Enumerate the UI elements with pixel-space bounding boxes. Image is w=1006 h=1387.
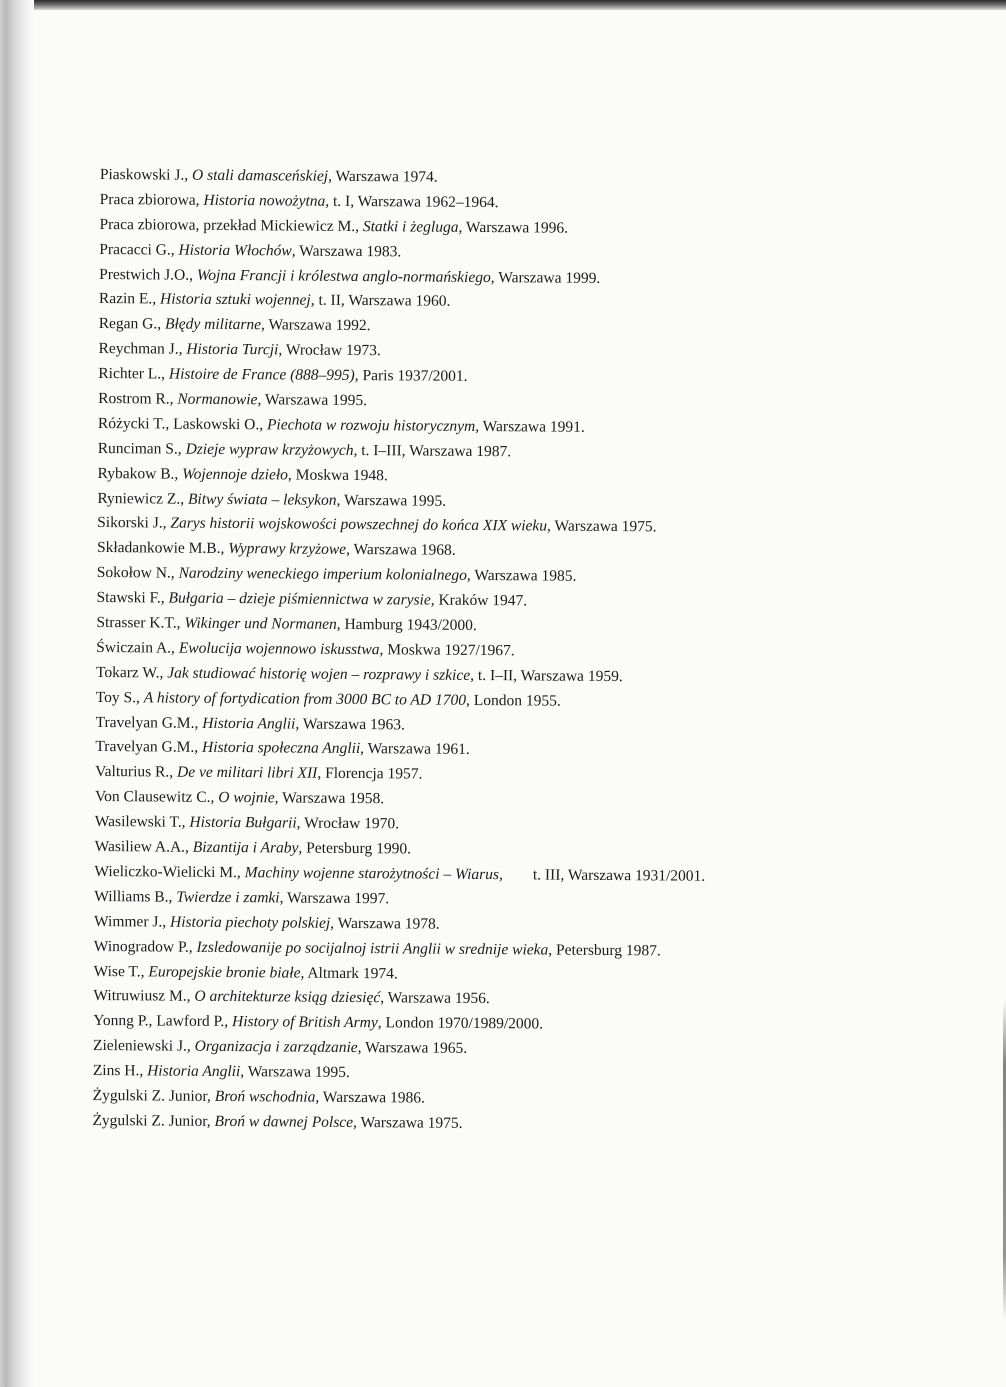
entry-title: Wikinger und Normanen bbox=[184, 614, 337, 633]
entry-author: Wimmer J., bbox=[93, 912, 171, 931]
entry-title: O stali damasceńskiej bbox=[191, 166, 329, 185]
entry-title: A history of fortydication from 3000 BC to AD 1700 bbox=[143, 689, 467, 709]
entry-author: Różycki T., Laskowski O., bbox=[97, 414, 268, 434]
entry-author: Składankowie M.B., bbox=[96, 539, 229, 558]
entry-publication: , Petersburg 1990. bbox=[298, 839, 412, 858]
entry-publication: , Warszawa 1965. bbox=[357, 1039, 468, 1058]
entry-title: Ewolucija wojennowo iskusstwa bbox=[178, 639, 380, 659]
entry-title: Historia społeczna Anglii bbox=[201, 739, 361, 758]
book-spine-shadow bbox=[0, 0, 34, 1387]
entry-title: Organizacja i zarządzanie bbox=[194, 1037, 358, 1057]
entry-author: Świczain A., bbox=[96, 638, 179, 657]
entry-title: Historia nowożytna, bbox=[203, 191, 330, 210]
entry-publication: , Altmark 1974. bbox=[300, 964, 398, 982]
entry-author: Prestwich J.O., bbox=[99, 265, 197, 284]
entry-title: Statki i żegluga bbox=[362, 217, 459, 236]
entry-author: Williams B., bbox=[94, 887, 177, 906]
entry-publication: , Petersburg 1987. bbox=[548, 941, 661, 960]
entry-author: Żygulski Z. Junior, bbox=[92, 1086, 215, 1105]
entry-title: Europejskie bronie białe bbox=[148, 962, 301, 982]
entry-publication: , Warszawa 1985. bbox=[466, 567, 577, 586]
entry-title: Jak studiować historię wojen – rozprawy i szkice, bbox=[167, 664, 475, 684]
entry-title: Historia Bułgarii bbox=[189, 813, 297, 832]
entry-publication: , Warszawa 1992. bbox=[260, 316, 371, 335]
entry-author: Piaskowski J., bbox=[99, 165, 193, 184]
entry-title: Historia sztuki wojennej bbox=[159, 290, 311, 310]
entry-publication: t. I–III, Warszawa 1987. bbox=[357, 441, 512, 461]
entry-author: Zins H., bbox=[92, 1062, 148, 1080]
entry-publication: , Moskwa 1927/1967. bbox=[379, 641, 515, 660]
entry-author: Wise T., bbox=[93, 962, 149, 980]
entry-title: O architekturze ksiąg dziesięć bbox=[194, 988, 381, 1007]
entry-publication: , Moskwa 1948. bbox=[287, 466, 388, 484]
entry-publication: , Warszawa 1996. bbox=[458, 218, 569, 237]
entry-publication: t. III, Warszawa 1931/2001. bbox=[532, 866, 706, 885]
entry-author: Toy S., bbox=[95, 688, 144, 707]
entry-author: Wieliczko-Wielicki M., bbox=[94, 862, 245, 882]
entry-author: Travelyan G.M., bbox=[95, 738, 203, 757]
entry-title: Broń w dawnej Polsce bbox=[214, 1112, 354, 1131]
entry-publication: , Warszawa 1995. bbox=[240, 1063, 350, 1082]
entry-author: Yonng P., Lawford P., bbox=[93, 1012, 233, 1031]
entry-title: Bizantija i Araby bbox=[192, 838, 299, 857]
entry-title: Machiny wojenne starożytności – Wiarus, bbox=[244, 864, 503, 884]
entry-publication: , Warszawa 1958. bbox=[274, 789, 385, 808]
entry-title: Wojennoje dzieło bbox=[182, 465, 289, 484]
entry-author: Sikorski J., bbox=[97, 514, 171, 533]
entry-author: Tokarz W., bbox=[95, 663, 168, 682]
entry-publication: , Warszawa 1983. bbox=[291, 242, 402, 261]
entry-title: Bułgaria – dzieje piśmiennictwa w zarysie, bbox=[168, 589, 435, 609]
entry-title: Historia Turcji bbox=[186, 340, 279, 359]
entry-author: Razin E., bbox=[98, 290, 161, 308]
entry-publication: , Warszawa 1975. bbox=[547, 517, 657, 536]
entry-publication: , Florencja 1957. bbox=[317, 765, 423, 783]
entry-title: Bitwy świata – leksykon bbox=[187, 490, 337, 509]
entry-author: Rostrom R., bbox=[98, 390, 178, 408]
entry-title: Broń wschodnia bbox=[214, 1087, 316, 1106]
entry-publication: , Warszawa 1997. bbox=[279, 889, 390, 908]
entry-title: History of British Army bbox=[232, 1013, 378, 1032]
entry-publication: , Warszawa 1995. bbox=[257, 391, 368, 410]
entry-author: Praca zbiorowa, bbox=[99, 190, 204, 209]
scan-top-shadow bbox=[0, 0, 1006, 10]
entry-author: Stawski F., bbox=[96, 589, 169, 607]
entry-publication: t. I–II, Warszawa 1959. bbox=[473, 666, 623, 685]
entry-author: Żygulski Z. Junior, bbox=[92, 1111, 215, 1130]
entry-publication: , Warszawa 1999. bbox=[490, 268, 601, 287]
entry-author: Rybakow B., bbox=[97, 464, 183, 483]
entry-author: Regan G., bbox=[98, 315, 166, 333]
entry-author: Wasiliew A.A., bbox=[94, 838, 193, 856]
entry-author: Richter L., bbox=[98, 365, 170, 383]
bibliography-list bbox=[92, 163, 980, 1141]
entry-publication: , Warszawa 1978. bbox=[330, 914, 440, 933]
entry-title: Wyprawy krzyżowe bbox=[228, 540, 347, 559]
entry-publication: , Warszawa 1961. bbox=[360, 740, 470, 759]
entry-title: Zarys historii wojskowości powszechnej do końca XIX wieku bbox=[170, 515, 548, 535]
entry-publication: , Warszawa 1995. bbox=[336, 491, 447, 510]
entry-author: Runciman S., bbox=[97, 439, 186, 458]
entry-author: Von Clausewitz C., bbox=[94, 788, 219, 807]
entry-publication: , Wrocław 1973. bbox=[278, 341, 381, 360]
entry-title: Historia Anglii bbox=[202, 714, 296, 733]
entry-author: Winogradow P., bbox=[93, 937, 197, 956]
entry-title: Wojna Francji i królestwa anglo-normańskiego bbox=[196, 266, 491, 286]
entry-publication: , London 1955. bbox=[465, 691, 561, 710]
entry-title: De ve militari libri XII bbox=[176, 763, 318, 783]
entry-publication: , Paris 1937/2001. bbox=[354, 367, 468, 386]
entry-author: Strasser K.T., bbox=[96, 614, 185, 632]
entry-title: Historia Włochów bbox=[178, 241, 292, 260]
entry-author: Valturius R., bbox=[95, 763, 178, 781]
entry-title: Historia Anglii bbox=[147, 1062, 241, 1081]
entry-author: Zieleniewski J., bbox=[93, 1037, 195, 1055]
entry-publication: Kraków 1947. bbox=[434, 591, 528, 610]
entry-publication: , t. II, Warszawa 1960. bbox=[310, 292, 451, 311]
entry-publication: , Warszawa 1986. bbox=[315, 1088, 425, 1107]
entry-author: Ryniewicz Z., bbox=[97, 489, 189, 508]
entry-title: Izsledowanije po socijalnoj istrii Anglii w srednije wieka bbox=[196, 938, 549, 959]
entry-publication: , Warszawa 1963. bbox=[295, 715, 405, 734]
entry-title: Piechota w rozwoju historycznym bbox=[266, 416, 476, 435]
entry-title: Twierdze i zamki bbox=[176, 888, 280, 907]
entry-author: Witruwiusz M., bbox=[93, 987, 195, 1006]
entry-title: Historia piechoty polskiej bbox=[169, 913, 331, 932]
entry-publication: , Wrocław 1970. bbox=[296, 814, 400, 833]
entry-publication: , Warszawa 1974. bbox=[328, 167, 438, 186]
entry-title: Dzieje wypraw krzyżowych, bbox=[185, 440, 358, 459]
entry-author: Pracacci G., bbox=[99, 240, 179, 259]
entry-title: Narodziny weneckiego imperium kolonialnego bbox=[178, 564, 467, 585]
entry-publication: , Warszawa 1968. bbox=[346, 541, 456, 560]
entry-publication: , London 1970/1989/2000. bbox=[377, 1014, 544, 1033]
entry-publication: , Warszawa 1975. bbox=[352, 1113, 463, 1132]
entry-author: Sokołow N., bbox=[96, 564, 179, 582]
entry-publication: t. I, Warszawa 1962–1964. bbox=[329, 192, 499, 212]
entry-title: Normanowie bbox=[177, 390, 258, 409]
entry-author: Reychman J., bbox=[98, 340, 187, 358]
entry-title: Błędy militarne bbox=[164, 315, 262, 334]
entry-author: Praca zbiorowa, przekład Mickiewicz M., bbox=[99, 215, 363, 235]
entry-title: O wojnie bbox=[218, 789, 275, 807]
entry-publication: , Warszawa 1956. bbox=[380, 989, 490, 1008]
entry-publication: , Warszawa 1991. bbox=[475, 417, 585, 436]
entry-publication: , Hamburg 1943/2000. bbox=[336, 615, 477, 635]
entry-author: Travelyan G.M., bbox=[95, 713, 203, 732]
entry-author: Wasilewski T., bbox=[94, 813, 190, 831]
entry-title: Histoire de France (888–995) bbox=[168, 365, 355, 385]
